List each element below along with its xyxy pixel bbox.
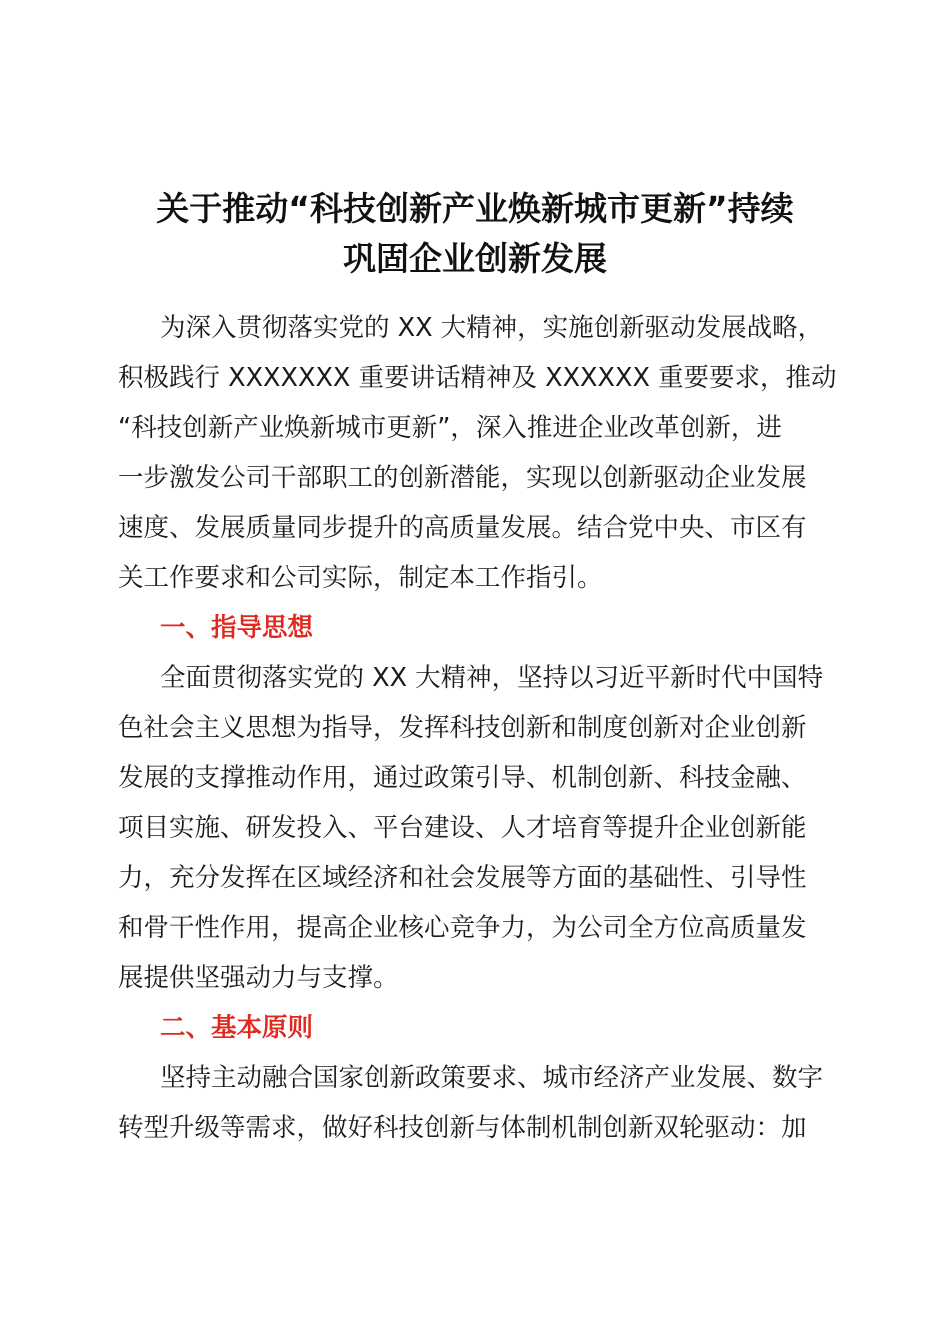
document-title-line-1: 关于推动“科技创新产业焕新城市更新”持续 xyxy=(156,189,794,228)
intro-line-6: 关工作要求和公司实际，制定本工作指引。 xyxy=(118,563,603,593)
section2-line-1: 坚持主动融合国家创新政策要求、城市经济产业发展、数字 xyxy=(160,1063,824,1093)
intro-line-1: 为深入贯彻落实党的 XX 大精神，实施创新驱动发展战略， xyxy=(160,313,824,343)
section1-line-5: 力，充分发挥在区域经济和社会发展等方面的基础性、引导性 xyxy=(118,863,807,893)
section2-line-2: 转型升级等需求，做好科技创新与体制机制创新双轮驱动：加 xyxy=(118,1113,807,1143)
section1-line-2: 色社会主义思想为指导，发挥科技创新和制度创新对企业创新 xyxy=(118,713,807,743)
section1-line-7: 展提供坚强动力与支撑。 xyxy=(118,963,399,993)
intro-line-4: 一步激发公司干部职工的创新潜能，实现以创新驱动企业发展 xyxy=(118,463,807,493)
intro-line-5: 速度、发展质量同步提升的高质量发展。结合党中央、市区有 xyxy=(118,513,807,543)
section1-line-1: 全面贯彻落实党的 XX 大精神，坚持以习近平新时代中国特 xyxy=(160,663,824,693)
section-heading-basic-principles: 二、基本原则 xyxy=(160,1013,314,1043)
section1-line-4: 项目实施、研发投入、平台建设、人才培育等提升企业创新能 xyxy=(118,813,807,843)
intro-line-3: “科技创新产业焕新城市更新”，深入推进企业改革创新，进 xyxy=(118,413,782,443)
document-title-line-2: 巩固企业创新发展 xyxy=(343,239,607,278)
section1-line-6: 和骨干性作用，提高企业核心竞争力，为公司全方位高质量发 xyxy=(118,913,807,943)
section-heading-guiding-ideology: 一、指导思想 xyxy=(160,613,314,643)
section1-line-3: 发展的支撑推动作用，通过政策引导、机制创新、科技金融、 xyxy=(118,763,807,793)
intro-line-2: 积极践行 XXXXXXX 重要讲话精神及 XXXXXX 重要要求，推动 xyxy=(118,363,837,393)
